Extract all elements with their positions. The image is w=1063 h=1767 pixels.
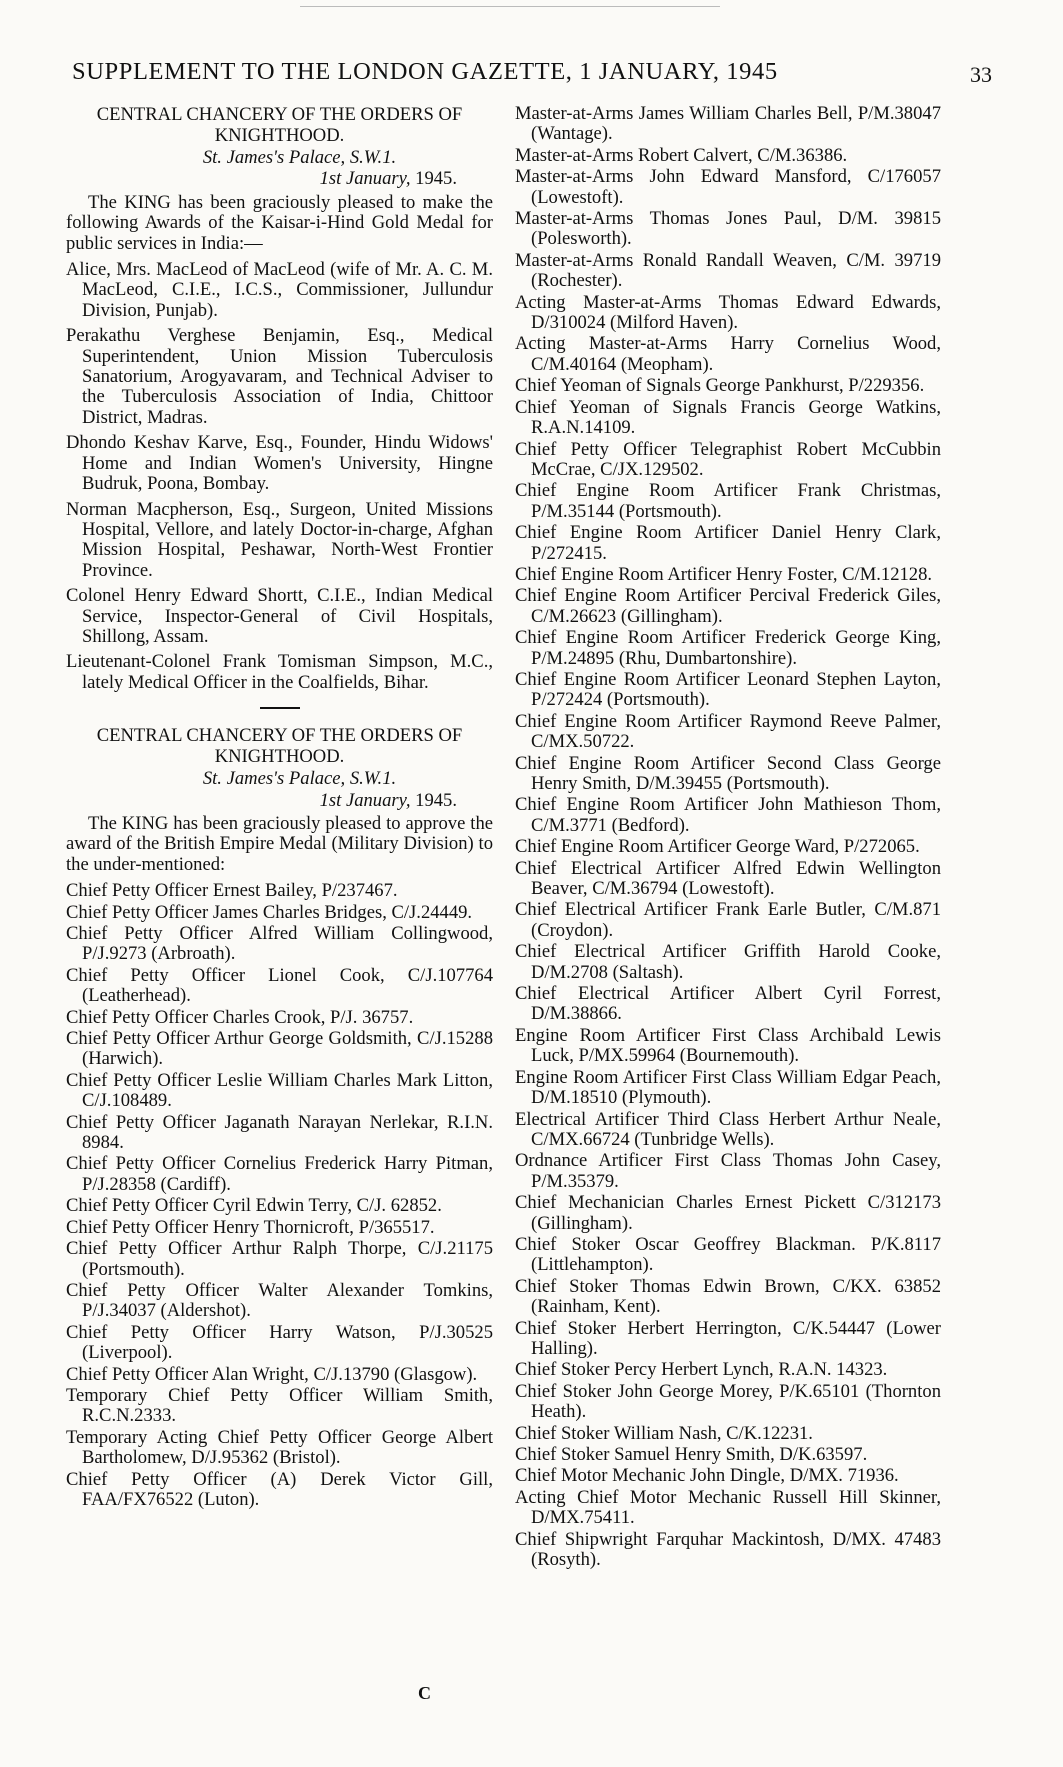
left-column: [66, 104, 493, 1511]
award-entry: Chief Petty Officer Telegraphist Robert McCubbin McCrae, C/JX.129502.: [515, 438, 941, 480]
award-entry: Chief Stoker Samuel Henry Smith, D/K.63597.: [515, 1444, 868, 1465]
page-number: 33: [970, 62, 992, 87]
award-entry: Chief Petty Officer Charles Crook, P/J. 36757.: [66, 1006, 414, 1028]
award-entry: Chief Electrical Artificer Alfred Edwin Wellington Beaver, C/M.36794 (Lowestoft).: [515, 857, 941, 900]
award-entry: Chief Stoker Percy Herbert Lynch, R.A.N. 14323.: [515, 1359, 888, 1381]
award-entry: Chief Mechanician Charles Ernest Pickett C/312173 (Gillingham).: [515, 1192, 941, 1234]
award-entry: Chief Shipwright Farquhar Mackintosh, D/MX. 47483 (Rosyth).: [515, 1528, 941, 1571]
award-entry: Lieutenant-Colonel Frank Tomisman Simpson, M.C., lately Medical Officer in the Coalfields, Bihar.: [66, 651, 493, 693]
award-entry: Chief Engine Room Artificer Second Class George Henry Smith, D/M.39455 (Portsmouth).: [515, 752, 941, 794]
award-entry: Master-at-Arms Ronald Randall Weaven, C/M. 39719 (Rochester).: [515, 249, 941, 292]
section-heading: CENTRAL CHANCERY OF THE ORDERS OF KNIGHTHOOD.: [96, 104, 463, 146]
award-entry: Chief Yeoman of Signals Francis George Watkins, R.A.N.14109.: [515, 396, 941, 439]
award-list: [66, 881, 493, 1510]
award-entry: Chief Engine Room Artificer Leonard Stephen Layton, P/272424 (Portsmouth).: [515, 668, 941, 711]
award-entry: Perakathu Verghese Benjamin, Esq., Medical Superintendent, Union Mission Tuberculosis Sanatorium, Arogyavaram, and Technical Adviser to the Tuberculosis Association of India, Chittoor District, Madras.: [66, 325, 493, 428]
award-entry: Chief Petty Officer Lionel Cook, C/J.107764 (Leatherhead).: [66, 964, 493, 1007]
award-entry: Ordnance Artificer First Class Thomas John Casey, P/M.35379.: [515, 1150, 941, 1192]
section-divider: [260, 707, 300, 709]
award-entry: Chief Motor Mechanic John Dingle, D/MX. 71936.: [515, 1465, 899, 1487]
award-entry: Chief Stoker Thomas Edwin Brown, C/KX. 63852 (Rainham, Kent).: [515, 1275, 941, 1318]
award-entry: Chief Petty Officer Ernest Bailey, P/237467.: [66, 880, 398, 902]
award-entry: Chief Engine Room Artificer Frank Christmas, P/M.35144 (Portsmouth).: [515, 480, 941, 522]
award-entry: Chief Stoker Herbert Herrington, C/K.54447 (Lower Halling).: [515, 1317, 941, 1359]
award-list: [66, 260, 493, 693]
award-entry: Chief Electrical Artificer Albert Cyril Forrest, D/M.38866.: [515, 983, 941, 1025]
award-entry: Acting Master-at-Arms Harry Cornelius Wood, C/M.40164 (Meopham).: [515, 333, 941, 375]
award-entry: Engine Room Artificer First Class William Edgar Peach, D/M.18510 (Plymouth).: [515, 1066, 941, 1109]
section-heading: CENTRAL CHANCERY OF THE ORDERS OF KNIGHTHOOD.: [96, 725, 463, 768]
award-entry: Colonel Henry Edward Shortt, C.I.E., Indian Medical Service, Inspector-General of Civil Hospitals, Shillong, Assam.: [66, 585, 493, 647]
award-entry: Chief Engine Room Artificer John Mathieson Thom, C/M.3771 (Bedford).: [515, 794, 941, 836]
award-entry: Chief Stoker William Nash, C/K.12231.: [515, 1422, 813, 1444]
right-column: [515, 104, 941, 1571]
award-entry: Acting Chief Motor Mechanic Russell Hill Skinner, D/MX.75411.: [515, 1486, 941, 1529]
award-entry: Chief Stoker John George Morey, P/K.65101 (Thornton Heath).: [515, 1380, 941, 1423]
award-entry: Chief Engine Room Artificer Raymond Reeve Palmer, C/MX.50722.: [515, 710, 941, 753]
section-intro: The KING has been graciously pleased to make the following Awards of the Kaisar-i-Hind Gold Medal for public services in India:—: [66, 191, 493, 254]
award-entry: Electrical Artificer Third Class Herbert Arthur Neale, C/MX.66724 (Tunbridge Wells).: [515, 1108, 941, 1150]
award-entry: Master-at-Arms John Edward Mansford, C/176057 (Lowestoft).: [515, 166, 941, 208]
award-entry: Chief Petty Officer Leslie William Charles Mark Litton, C/J.108489.: [66, 1069, 493, 1112]
award-entry: Chief Petty Officer Jaganath Narayan Nerlekar, R.I.N. 8984.: [66, 1111, 493, 1154]
award-entry: Chief Yeoman of Signals George Pankhurst, P/229356.: [515, 375, 925, 397]
award-entry: Chief Engine Room Artificer Daniel Henry Clark, P/272415.: [515, 522, 941, 564]
award-entry: Chief Petty Officer Alan Wright, C/J.13790 (Glasgow).: [66, 1363, 478, 1385]
award-entry: Chief Engine Room Artificer George Ward, P/272065.: [515, 836, 920, 858]
section-intro: The KING has been graciously pleased to approve the award of the British Empire Medal (Military Division) to the under-mentioned:: [66, 812, 493, 875]
bem-section: [66, 725, 493, 1510]
award-entry: Chief Electrical Artificer Frank Earle Butler, C/M.871 (Croydon).: [515, 899, 941, 941]
page-header: [72, 58, 992, 98]
award-entry: Chief Petty Officer (A) Derek Victor Gill, FAA/FX76522 (Luton).: [66, 1468, 493, 1510]
award-entry: Chief Petty Officer Walter Alexander Tomkins, P/J.34037 (Aldershot).: [66, 1279, 493, 1322]
date-year: 1945.: [415, 168, 457, 190]
section-location: St. James's Palace, S.W.1.: [202, 768, 397, 790]
award-entry: Master-at-Arms Thomas Jones Paul, D/M. 39815 (Polesworth).: [515, 208, 941, 250]
award-entry: Chief Petty Officer James Charles Bridges, C/J.24449.: [66, 901, 473, 923]
award-entry: Temporary Acting Chief Petty Officer George Albert Bartholomew, D/J.95362 (Bristol).: [66, 1426, 493, 1469]
date-year: 1945.: [415, 789, 457, 811]
award-entry: Chief Engine Room Artificer Henry Foster, C/M.12128.: [515, 563, 933, 585]
award-entry: Chief Petty Officer Cyril Edwin Terry, C/J. 62852.: [66, 1195, 442, 1217]
kaisar-i-hind-section: [66, 104, 493, 693]
top-rule: [300, 6, 720, 7]
award-entry: Chief Engine Room Artificer Percival Frederick Giles, C/M.26623 (Gillingham).: [515, 585, 941, 627]
award-entry: Dhondo Keshav Karve, Esq., Founder, Hindu Widows' Home and Indian Women's University, Hingne Budruk, Poona, Bombay.: [66, 432, 493, 495]
gazette-title: SUPPLEMENT TO THE LONDON GAZETTE, 1 JANUARY, 1945: [72, 58, 778, 85]
award-entry: Chief Petty Officer Cornelius Frederick Harry Pitman, P/J.28358 (Cardiff).: [66, 1153, 493, 1195]
award-entry: Chief Petty Officer Arthur George Goldsmith, C/J.15288 (Harwich).: [66, 1028, 493, 1070]
date-day: 1st January,: [319, 789, 411, 811]
award-entry: Engine Room Artificer First Class Archibald Lewis Luck, P/MX.59964 (Bournemouth).: [515, 1024, 941, 1067]
award-entry: Chief Petty Officer Harry Watson, P/J.30525 (Liverpool).: [66, 1321, 493, 1364]
award-entry: Chief Electrical Artificer Griffith Harold Cooke, D/M.2708 (Saltash).: [515, 941, 941, 983]
section-date: [66, 791, 457, 811]
award-entry: Chief Engine Room Artificer Frederick George King, P/M.24895 (Rhu, Dumbartonshire).: [515, 627, 941, 669]
award-entry: Chief Petty Officer Arthur Ralph Thorpe, C/J.21175 (Portsmouth).: [66, 1238, 493, 1280]
date-day: 1st January,: [319, 168, 411, 190]
section-location: St. James's Palace, S.W.1.: [202, 147, 397, 168]
award-entry: Chief Petty Officer Henry Thornicroft, P/365517.: [66, 1216, 435, 1238]
award-entry: Norman Macpherson, Esq., Surgeon, United Missions Hospital, Vellore, and lately Doctor-in-charge, Afghan Mission Hospital, Peshawar, North-West Frontier Province.: [66, 498, 493, 581]
award-entry: Master-at-Arms James William Charles Bell, P/M.38047 (Wantage).: [515, 103, 941, 145]
award-entry: Chief Stoker Oscar Geoffrey Blackman. P/K.8117 (Littlehampton).: [515, 1233, 941, 1276]
award-entry: Chief Petty Officer Alfred William Collingwood, P/J.9273 (Arbroath).: [66, 923, 493, 965]
award-entry: Acting Master-at-Arms Thomas Edward Edwards, D/310024 (Milford Haven).: [515, 291, 941, 334]
award-entry: Master-at-Arms Robert Calvert, C/M.36386.: [515, 144, 848, 166]
award-list: [515, 104, 941, 1570]
award-entry: Temporary Chief Petty Officer William Smith, R.C.N.2333.: [66, 1384, 493, 1427]
award-entry: Alice, Mrs. MacLeod of MacLeod (wife of Mr. A. C. M. MacLeod, C.I.E., I.C.S., Commissioner, Jullundur Division, Punjab).: [66, 259, 493, 321]
signature-mark: C: [418, 1683, 431, 1703]
section-date: [66, 169, 457, 189]
